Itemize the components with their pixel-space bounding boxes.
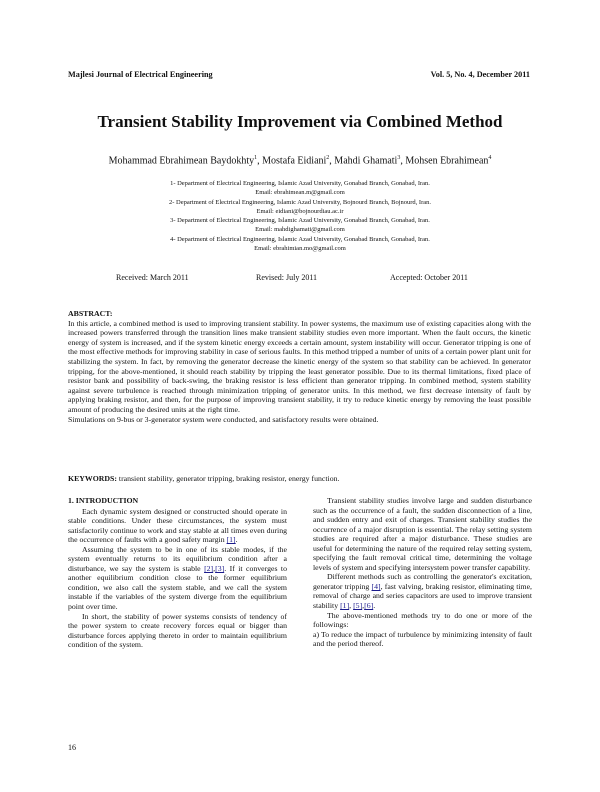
- citation-link[interactable]: [1]: [226, 535, 236, 545]
- citation-link[interactable]: [5]: [353, 601, 363, 611]
- volume-info: Vol. 5, No. 4, December 2011: [430, 70, 530, 79]
- received-date: Received: March 2011: [116, 273, 189, 282]
- abstract-heading: ABSTRACT:: [68, 309, 113, 318]
- author-4: Mohsen Ebrahimean: [405, 155, 489, 167]
- citation-link[interactable]: [1]: [340, 601, 350, 611]
- affiliations: [100, 179, 500, 253]
- keywords-text: transient stability, generator tripping, braking resistor, energy function.: [116, 474, 340, 483]
- paper-title: Transient Stability Improvement via Combined Method: [97, 112, 503, 131]
- intro-p1-text: Each dynamic system designed or constructed should operate in stable conditions. Under these circumstances, the system must satisfactorily continue to work and stay stable at all times even during the occurrence of faults with a good safety margin: [68, 506, 287, 545]
- abstract: [68, 309, 531, 424]
- section-heading-introduction: 1. INTRODUCTION: [68, 496, 139, 505]
- email-2: Email: eidiani@bojnourdiau.ac.ir: [256, 207, 344, 215]
- journal-name: Majlesi Journal of Electrical Engineering: [68, 70, 213, 79]
- affiliation-1: 1- Department of Electrical Engineering, Islamic Azad University, Gonabad Branch, Gonabad, Iran.: [170, 180, 430, 187]
- intro-p5-mid: , fast valving, braking resistor, eliminating time, removal of charge and series capacitors are used to improve transient stability: [313, 581, 533, 611]
- author-3: Mahdi Ghamati: [334, 155, 398, 167]
- intro-p5-sep2: ,: [362, 601, 365, 611]
- intro-p2-sep: ,: [213, 563, 216, 573]
- email-3: Email: mahdighamati@gmail.com: [255, 226, 345, 234]
- affiliation-3: 3- Department of Electrical Engineering, Islamic Azad University, Gonabad Branch, Gonabad, Iran.: [170, 217, 430, 225]
- author-list: Mohammad Ebrahimean Baydokhty$^1$, Mostafa Eidiani$^2$, Mahdi Ghamati$^3$, Mohsen Ebrahimean$^4$: [108, 155, 492, 167]
- intro-paragraph-2: [68, 545, 287, 612]
- page-number: 16: [68, 743, 76, 752]
- left-column: [68, 496, 287, 650]
- intro-paragraph-3: In short, the stability of power systems consists of tendency of the power system to create recovery forces equal or bigger than disturbance forces applying thereto in order to maintain equilibrium condition of the system.: [68, 611, 287, 650]
- author-3-mark: 3: [397, 155, 401, 161]
- revised-date: Revised: July 2011: [256, 273, 318, 282]
- intro-paragraph-5: [313, 572, 532, 610]
- author-1-mark: 1: [254, 155, 258, 161]
- email-1: Email: ebrahimean.m@gmail.com: [255, 189, 345, 197]
- intro-p5-end: .: [373, 601, 376, 611]
- email-4: Email: ebrahimian.mo@gmail.com: [254, 245, 346, 253]
- citation-link[interactable]: [4]: [371, 581, 381, 591]
- intro-p2-end: . If it converges to another equilibrium condition close to the former equilibrium condition, we also call the system stable, and we call the system instable if the variables of the system diverge from the equilibrium point over time.: [68, 563, 287, 612]
- author-2: Mostafa Eidiani: [262, 155, 327, 167]
- author-4-mark: 4: [488, 155, 492, 161]
- citation-link[interactable]: [2]: [204, 563, 214, 573]
- affiliation-4: 4- Department of Electrical Engineering, Islamic Azad University, Gonabad Branch, Gonabad, Iran.: [170, 235, 430, 243]
- intro-paragraph-1: [68, 507, 287, 545]
- intro-paragraph-6: The above-mentioned methods try to do one or more of the followings:: [313, 610, 532, 630]
- intro-p5-sep1: ,: [349, 601, 354, 611]
- intro-p2-text: Assuming the system to be in one of its stable modes, if the system eventually returns to its equilibrium condition after a disturbance, we say the system is stable: [68, 544, 287, 573]
- intro-p5-text: Different methods such as controlling the generator's excitation, generator tripping: [313, 572, 532, 591]
- abstract-simulation-note: Simulations on 9-bus or 3-generator system were conducted, and satisfactory results were obtained.: [68, 414, 379, 424]
- accepted-date: Accepted: October 2011: [390, 273, 468, 282]
- intro-list-item-a: a) To reduce the impact of turbulence by minimizing intensity of fault and the period thereof.: [313, 629, 532, 649]
- author-2-mark: 2: [326, 155, 330, 161]
- affiliation-2: 2- Department of Electrical Engineering, Islamic Azad University, Bojnourd Branch, Bojnourd, Iran.: [168, 198, 432, 206]
- keywords-label: KEYWORDS:: [68, 474, 117, 483]
- citation-link[interactable]: [6]: [364, 601, 374, 611]
- citation-link[interactable]: [3]: [215, 563, 225, 573]
- author-1: Mohammad Ebrahimean Baydokhty: [108, 155, 255, 167]
- keywords: [68, 474, 531, 484]
- abstract-text: In this article, a combined method is used to improving transient stability. In power systems, the maximum use of existing capacities along with the increased powers transferred through the transition lines make transient stability studies even more important. When the fault occurs, the kinetic energy of system is increased, and if the system kinetic energy exceeds a certain amount, system instability will occur. Generator tripping is one of the most effective methods for improving stability in case of serious faults. In this method tripped a number of units of a certain power plant unit for stabilizing the system. In fact, by removing the generator decrease the kinetic energy of the system so that stability can be achieved. In generator tripping, for the above-mentioned, it should reach stability by tripping the least generator possible. Due to its thermal limitations, fixed place of resistor bank and possibility of back-swing, the braking resistor is less efficient than generator tripping. In combined method, system stability against severe turbulence is reached through minimization tripping of generator units. In this method, we first decrease intensity of fault by applying braking resistor, and then, for the purpose of improving transient stability, it try to reduce kinetic energy by removing the least possible amount of producing the desired units at the right time.: [68, 318, 531, 414]
- intro-p1-end: .: [235, 535, 238, 545]
- right-column: [313, 496, 532, 649]
- intro-paragraph-4: Transient stability studies involve large and sudden disturbance such as the occurrence of a fault, the sudden disconnection of a line, and sudden entry and exit of charges. Transient stability studies the occurrence of a major disruption is essential. The relay setting system studies are required after a major disturbance. These studies are useful for determining the nature of the required relay setting system, specifying the fault removal critical time, determining the voltage levels of system and specifying intersystem power transfer capability.: [313, 496, 532, 572]
